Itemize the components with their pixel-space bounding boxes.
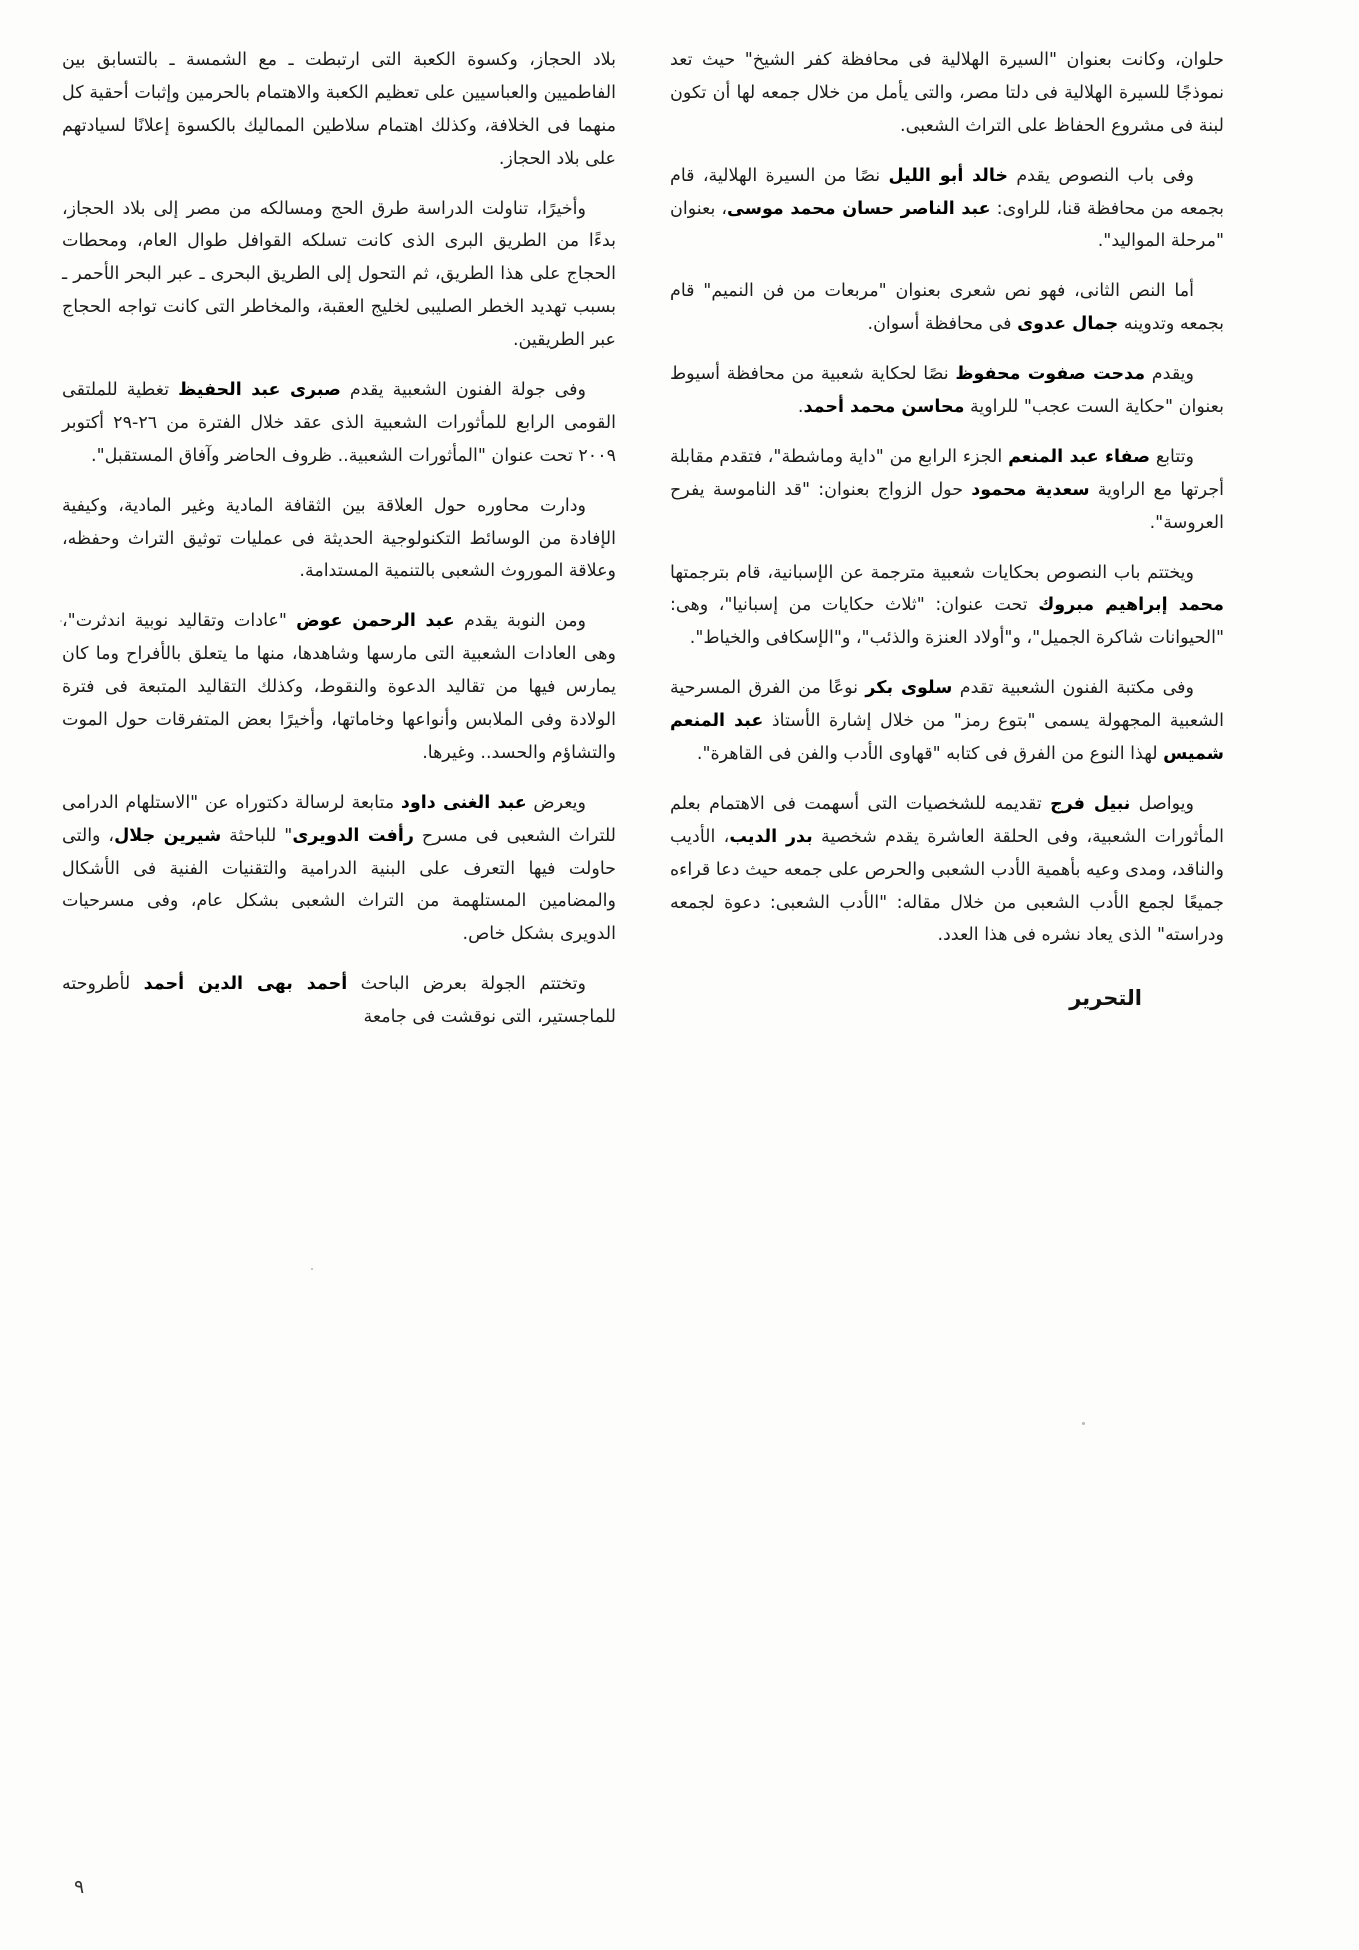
editorial-signature: التحرير xyxy=(1069,986,1142,1011)
paragraph: وفى جولة الفنون الشعبية يقدم صبرى عبد الحفيظ تغطية للملتقى القومى الرابع للمأثورات الشعبية الذى عقد خلال الفترة من ٢٦-٢٩ أكتوبر ٢٠٠٩ تحت عنوان "المأثورات الشعبية.. ظروف الحاضر وآفاق المستقبل". xyxy=(62,380,616,466)
paragraph: وفى مكتبة الفنون الشعبية تقدم سلوى بكر نوعًا من الفرق المسرحية الشعبية المجهولة يسمى "بتوع رمز" من خلال إشارة الأستاذ عبد المنعم شميس لهذا النوع من الفرق فى كتابه "قهاوى الأدب والفن فى القاهرة". xyxy=(670,678,1224,765)
paragraph: ويعرض عبد الغنى داود متابعة لرسالة دكتوراه عن "الاستلهام الدرامى للتراث الشعبى فى مسرح رأفت الدويرى" للباحثة شيرين جلال، والتى حاولت فيها التعرف على البنية الدرامية والتقنيات الفنية فى الأشكال والمضامين المستلهمة من التراث الشعبى بشكل عام، وفى مسرحيات الدويرى بشكل خاص. xyxy=(62,792,617,945)
paragraph: وتختتم الجولة بعرض الباحث أحمد بهى الدين أحمد لأطروحته للماجستير، التى نوقشت فى جامعة xyxy=(62,974,616,1028)
scan-speck xyxy=(60,620,62,622)
right-column xyxy=(62,44,616,1051)
paragraph: ويواصل نبيل فرج تقديمه للشخصيات التى أسهمت فى الاهتمام بعلم المأثورات الشعبية، وفى الحلقة العاشرة يقدم شخصية بدر الديب، الأديب والناقد، ومدى وعيه بأهمية الأدب الشعبى والحرص على جمعه حيث دعا قراءه جميعًا لجمع الأدب الشعبى من خلال مقاله: "الأدب الشعبى: دعوة لجمعه ودراسته" الذى يعاد نشره فى هذا العدد. xyxy=(670,793,1224,946)
paragraph: وتتابع صفاء عبد المنعم الجزء الرابع من "داية وماشطة"، فتقدم مقابلة أجرتها مع الراوية سعدية محمود حول الزواج بعنوان: "قد الناموسة يفرح العروسة". xyxy=(670,446,1224,533)
paragraph: ومن النوبة يقدم عبد الرحمن عوض "عادات وتقاليد نوبية اندثرت"، وهى العادات الشعبية التى مارسها وشاهدها، منها ما يتعلق بالأفراح وما كان يمارس فيها من تقاليد الدعوة والنقوط، وكذلك التقاليد المتبعة فى فترة الولادة وفى الملابس وأنواعها وخاماتها، وأخيرًا بعض المتفرقات حول الموت والتشاؤم والحسد.. وغيرها. xyxy=(62,611,616,763)
paragraph: حلوان، وكانت بعنوان "السيرة الهلالية فى محافظة كفر الشيخ" حيث تعد نموذجًا للسيرة الهلالية فى دلتا مصر، والتى يأمل من خلال جمعه لها أن تكون لبنة فى مشروع الحفاظ على التراث الشعبى. xyxy=(670,50,1224,136)
left-column xyxy=(670,44,1224,1010)
paragraph: ويقدم مدحت صفوت محفوظ نصًا لحكاية شعبية من محافظة أسيوط بعنوان "حكاية الست عجب" للراوية محاسن محمد أحمد. xyxy=(670,364,1224,418)
page-number: ٩ xyxy=(74,1876,85,1898)
scan-speck xyxy=(1082,1422,1085,1425)
scan-speck xyxy=(311,1268,313,1270)
two-column-layout xyxy=(62,44,1297,1051)
paragraph: بلاد الحجاز، وكسوة الكعبة التى ارتبطت ـ مع الشمسة ـ بالتسابق بين الفاطميين والعباسيين على تعظيم الكعبة والاهتمام بالحرمين وإثبات أحقية كل منهما فى الخلافة، وكذلك اهتمام سلاطين المماليك بالكسوة إعلانًا لسيادتهم على بلاد الحجاز. xyxy=(62,50,616,169)
paragraph: وأخيرًا، تناولت الدراسة طرق الحج ومسالكه من مصر إلى بلاد الحجاز، بدءًا من الطريق البرى الذى كانت تسلكه القوافل طوال العام، ومحطات الحجاج على هذا الطريق، ثم التحول إلى الطريق البحرى ـ عبر البحر الأحمر ـ بسبب تهديد الخطر الصليبى لخليج العقبة، والمخاطر التى كانت تواجه الحجاج عبر الطريقين. xyxy=(62,198,616,351)
paragraph: ويختتم باب النصوص بحكايات شعبية مترجمة عن الإسبانية، قام بترجمتها محمد إبراهيم مبروك تحت عنوان: "ثلاث حكايات من إسبانيا"، وهى: "الحيوانات شاكرة الجميل"، و"أولاد العنزة والذئب"، و"الإسكافى والخياط". xyxy=(670,562,1224,649)
paragraph: وفى باب النصوص يقدم خالد أبو الليل نصًا من السيرة الهلالية، قام بجمعه من محافظة قنا، للراوى: عبد الناصر حسان محمد موسى، بعنوان "مرحلة المواليد". xyxy=(670,165,1224,252)
paragraph: أما النص الثانى، فهو نص شعرى بعنوان "مربعات من فن النميم" قام بجمعه وتدوينه جمال عدوى فى محافظة أسوان. xyxy=(670,281,1224,335)
paragraph: ودارت محاوره حول العلاقة بين الثقافة المادية وغير المادية، وكيفية الإفادة من الوسائط التكنولوجية الحديثة فى عمليات توثيق التراث وحفظه، وعلاقة الموروث الشعبى بالتنمية المستدامة. xyxy=(62,495,616,582)
